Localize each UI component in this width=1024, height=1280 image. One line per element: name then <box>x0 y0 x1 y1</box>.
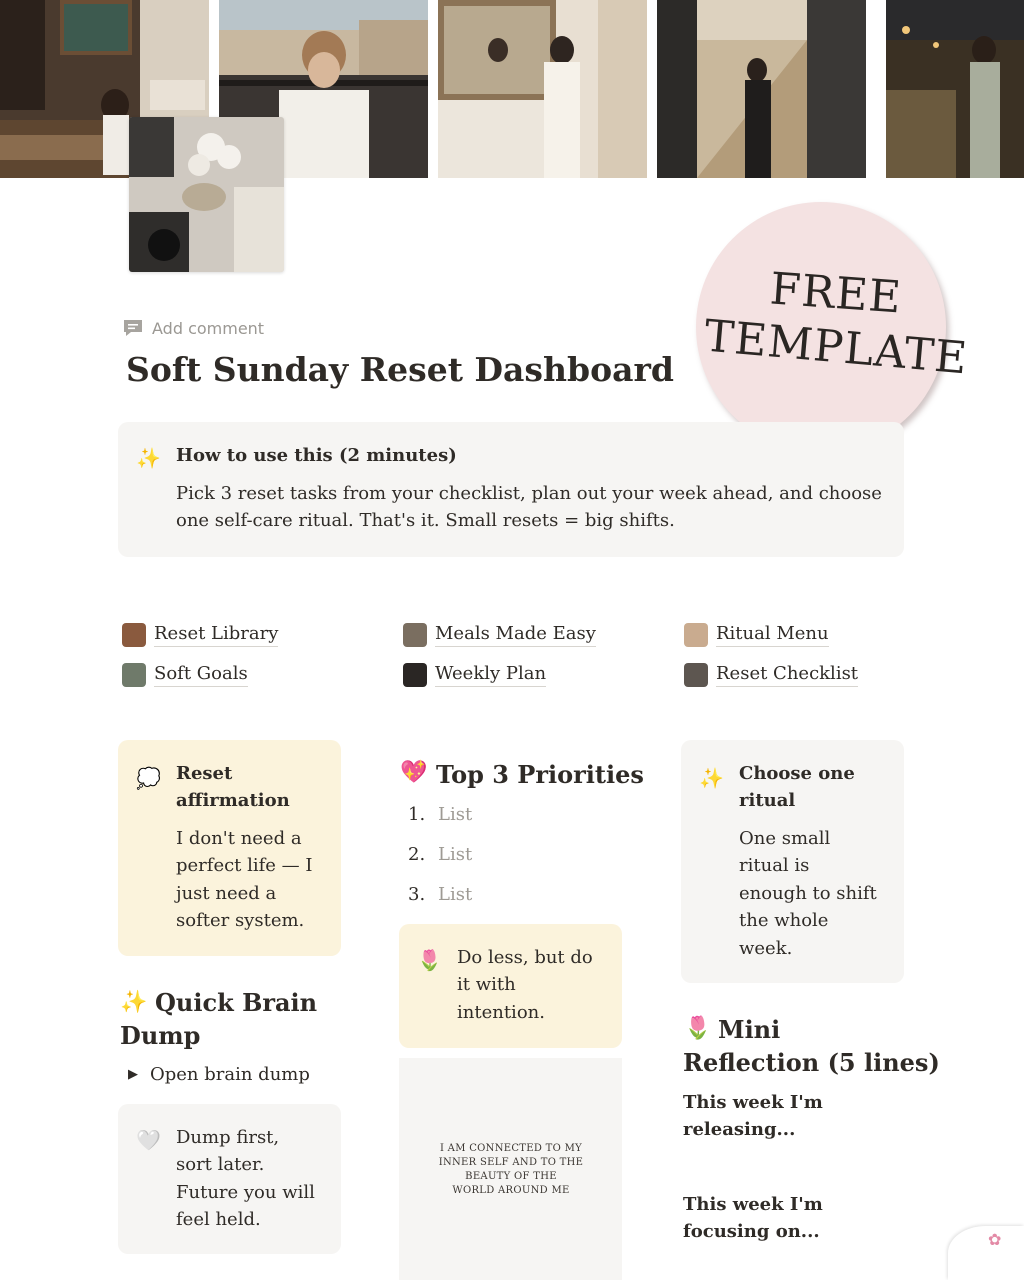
note-line-1: Dump first, <box>176 1127 280 1148</box>
ritual-callout <box>681 740 904 983</box>
how-to-line-1: Pick 3 reset tasks from your checklist, plan out your week ahead, and choose <box>176 483 882 504</box>
open-brain-dump-toggle[interactable] <box>128 1064 310 1085</box>
weekly-plan-icon <box>403 663 427 687</box>
priority-item-2[interactable] <box>408 844 472 865</box>
triangle-right-icon: ▶ <box>128 1067 138 1082</box>
ritual-heading-1: Choose one <box>739 763 855 784</box>
white-heart-icon: 🤍 <box>136 1128 161 1152</box>
intention-line-2: it with <box>457 974 516 995</box>
add-comment-label: Add comment <box>152 318 265 338</box>
link-reset-checklist[interactable] <box>684 662 858 687</box>
sparkles-icon: ✨ <box>120 990 148 1015</box>
cover-photo-evening-terrace <box>886 0 1024 178</box>
tulip-icon: 🌷 <box>684 1016 712 1041</box>
flower-icon: ✿ <box>988 1230 1002 1249</box>
affirmation-callout <box>118 740 341 956</box>
priority-item-3[interactable] <box>408 884 472 905</box>
quote-image-card <box>399 1058 622 1280</box>
ritual-heading-2: ritual <box>739 790 796 811</box>
sparkles-icon: ✨ <box>699 766 724 790</box>
list-text: List <box>438 884 473 905</box>
reflection-prompt-2-line-2: focusing on... <box>683 1221 820 1242</box>
list-text: List <box>438 804 473 825</box>
badge-line-2: TEMPLATE <box>702 310 970 385</box>
reflection-prompt-1-line-2: releasing... <box>683 1119 796 1140</box>
comment-icon <box>122 318 144 338</box>
affirmation-line-3: just need a <box>176 883 277 904</box>
quote-line-3: BEAUTY OF THE <box>465 1171 557 1182</box>
quote-line-2: INNER SELF AND TO THE <box>438 1157 584 1168</box>
intention-line-3: intention. <box>457 1002 545 1023</box>
link-meals-made-easy[interactable] <box>403 622 596 647</box>
ritual-line-4: the whole <box>739 910 829 931</box>
reset-checklist-icon <box>684 663 708 687</box>
tulip-icon: 🌷 <box>417 948 442 972</box>
link-label: Soft Goals <box>154 662 248 687</box>
ritual-line-5: week. <box>739 938 793 959</box>
corner-flower-sticker <box>948 1226 1024 1280</box>
list-number: 2. <box>408 844 426 865</box>
affirmation-heading-2: affirmation <box>176 790 290 811</box>
affirmation-heading-1: Reset <box>176 763 233 784</box>
free-template-badge <box>696 202 970 452</box>
link-weekly-plan[interactable] <box>403 662 546 687</box>
add-comment-button[interactable] <box>122 318 264 338</box>
link-label: Ritual Menu <box>716 622 829 647</box>
note-line-2: sort later. <box>176 1154 265 1175</box>
list-number: 1. <box>408 804 426 825</box>
link-label: Reset Checklist <box>716 662 858 687</box>
quote-line-1: I AM CONNECTED TO MY <box>439 1143 583 1154</box>
link-ritual-menu[interactable] <box>684 622 829 647</box>
link-reset-library[interactable] <box>122 622 278 647</box>
soft-goals-icon <box>122 663 146 687</box>
link-soft-goals[interactable] <box>122 662 248 687</box>
page-title: Soft Sunday Reset Dashboard <box>126 350 674 389</box>
ritual-line-1: One small <box>739 828 831 849</box>
toggle-label: Open brain dump <box>150 1064 310 1085</box>
link-label: Reset Library <box>154 622 278 647</box>
thumbnail-photo-car-flowers <box>129 117 284 272</box>
thought-bubble-icon: 💭 <box>136 766 161 790</box>
cover-photo-staircase <box>657 0 866 178</box>
note-line-3: Future you will <box>176 1182 315 1203</box>
brain-dump-heading-2: Dump <box>120 1021 201 1050</box>
intention-line-1: Do less, but do <box>457 947 593 968</box>
how-to-heading: How to use this (2 minutes) <box>176 445 457 466</box>
ritual-menu-icon <box>684 623 708 647</box>
affirmation-line-1: I don't need a <box>176 828 302 849</box>
affirmation-line-4: softer system. <box>176 910 305 931</box>
reflection-prompt-1-line-1: This week I'm <box>683 1092 823 1113</box>
ritual-line-2: ritual is <box>739 855 810 876</box>
list-number: 3. <box>408 884 426 905</box>
reflection-prompt-2-line-1: This week I'm <box>683 1194 823 1215</box>
sparkles-icon: ✨ <box>136 446 161 470</box>
priority-item-1[interactable] <box>408 804 472 825</box>
priorities-heading: Top 3 Priorities <box>436 760 644 789</box>
brain-dump-note-callout <box>118 1104 341 1254</box>
sparkling-heart-icon: 💖 <box>400 760 428 785</box>
link-label: Meals Made Easy <box>435 622 596 647</box>
how-to-callout <box>118 422 904 557</box>
quote-text <box>433 1142 589 1198</box>
note-line-4: feel held. <box>176 1209 261 1230</box>
brain-dump-heading-1: Quick Brain <box>155 988 318 1017</box>
badge-line-1: FREE <box>768 263 904 324</box>
list-text: List <box>438 844 473 865</box>
ritual-line-3: enough to shift <box>739 883 877 904</box>
quote-line-4: WORLD AROUND ME <box>452 1185 570 1196</box>
reflection-heading-2: Reflection (5 lines) <box>683 1048 940 1077</box>
how-to-line-2: one self-care ritual. That's it. Small resets = big shifts. <box>176 510 675 531</box>
affirmation-line-2: perfect life — I <box>176 855 313 876</box>
meals-made-easy-icon <box>403 623 427 647</box>
reset-library-icon <box>122 623 146 647</box>
intention-callout <box>399 924 622 1048</box>
link-label: Weekly Plan <box>435 662 546 687</box>
cover-photo-mirror-room <box>438 0 647 178</box>
reflection-heading-1: Mini <box>718 1015 781 1044</box>
